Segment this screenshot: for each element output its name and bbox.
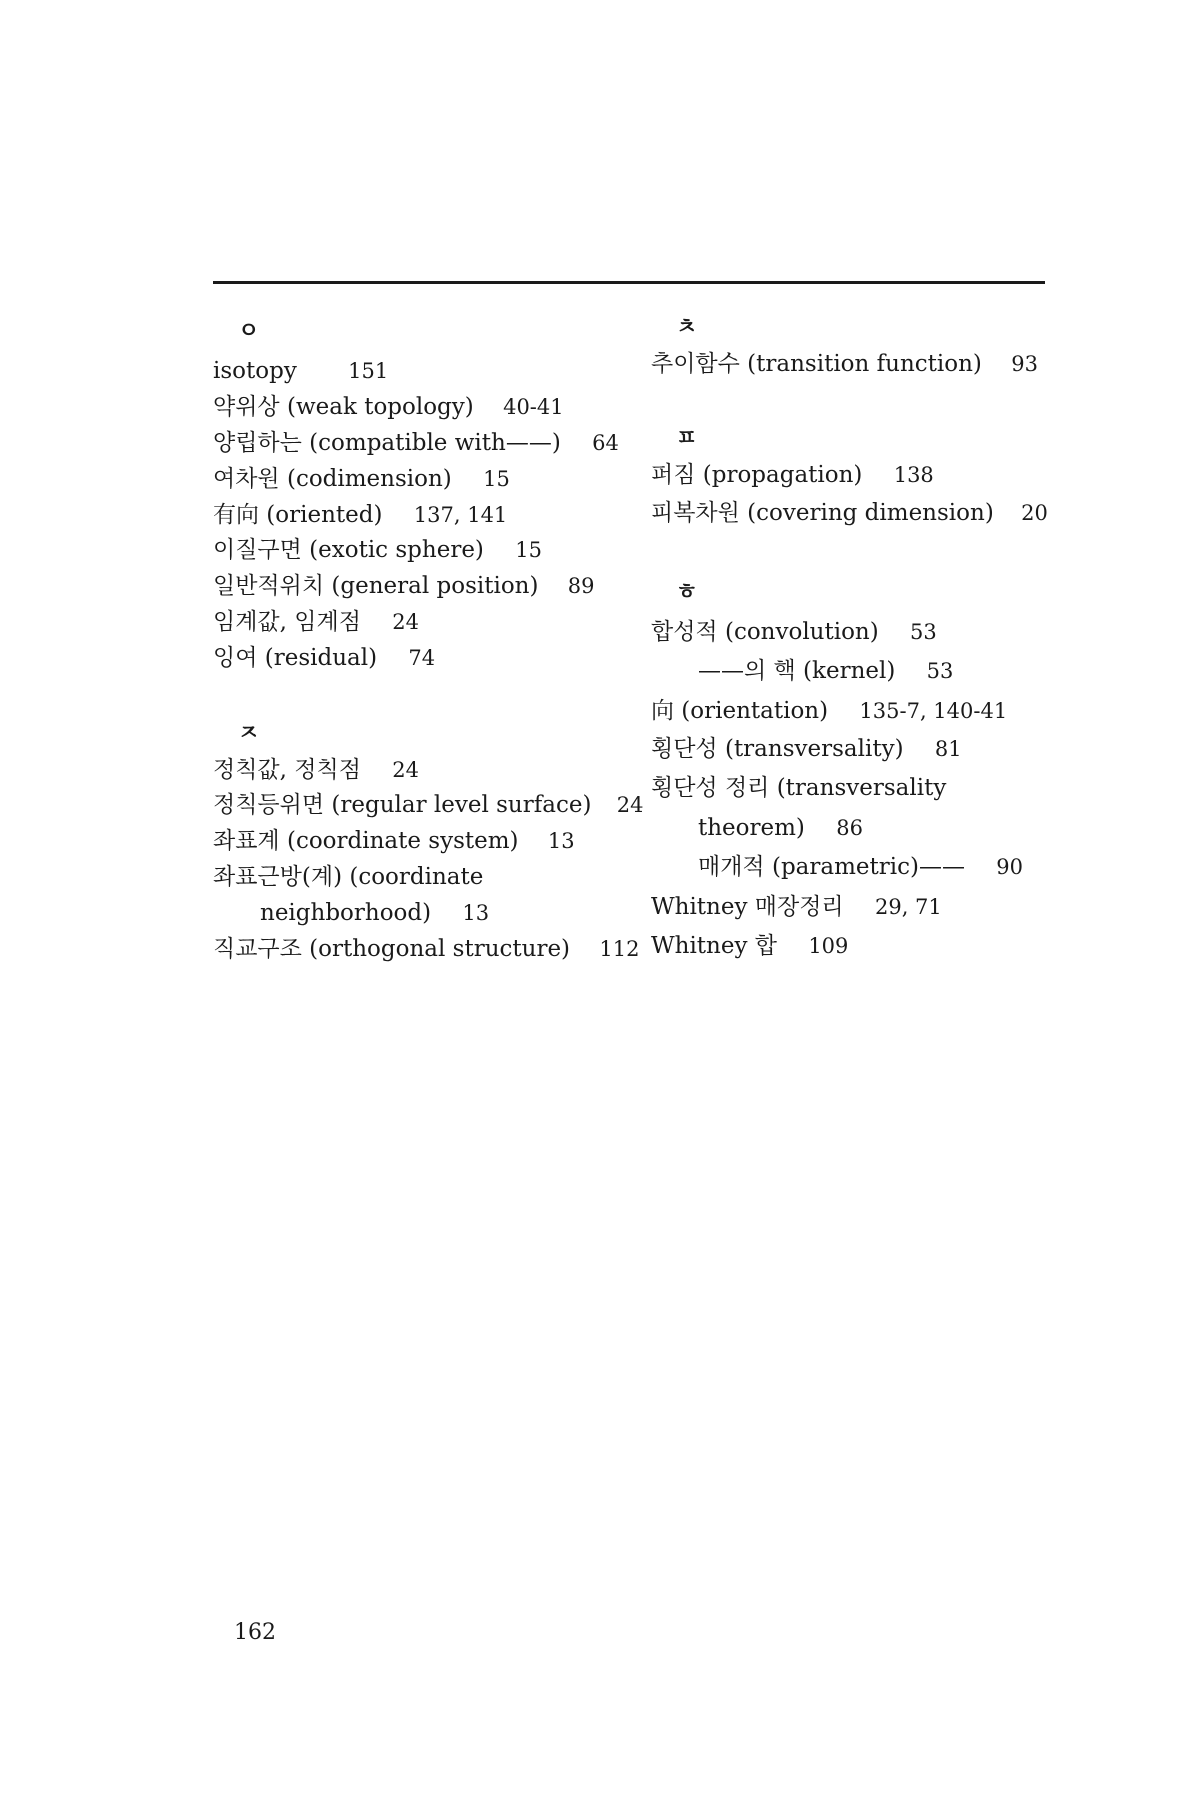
entry-pages: 64	[592, 431, 619, 455]
entry-pages: 24	[392, 758, 419, 782]
entry-term: 정칙값, 정칙점	[213, 757, 361, 783]
page-number: 162	[234, 1620, 276, 1645]
entry-term: 퍼짐 (propagation)	[651, 462, 863, 488]
index-entry	[651, 499, 1048, 527]
entry-pages: 93	[1011, 352, 1038, 376]
entry-pages: 137, 141	[413, 503, 508, 527]
entry-term: ——의 핵 (kernel)	[698, 658, 896, 684]
entry-pages: 112	[599, 937, 640, 961]
entry-pages: 53	[910, 620, 937, 644]
entry-term: 일반적위치 (general position)	[213, 573, 539, 599]
entry-pages: 90	[996, 855, 1023, 879]
entry-term: 여차원 (codimension)	[213, 466, 452, 492]
section-heading: ㅊ	[676, 315, 698, 340]
entry-term: neighborhood)	[260, 900, 432, 926]
section-heading: ㅍ	[676, 426, 698, 451]
index-entry	[651, 893, 942, 921]
index-entry	[651, 461, 934, 489]
entry-term: 매개적 (parametric)——	[698, 854, 965, 880]
entry-pages: 24	[616, 793, 644, 817]
entry-term: 有向 (oriented)	[213, 502, 383, 528]
entry-term: Whitney 매장정리	[651, 894, 844, 920]
entry-pages: 40-41	[503, 395, 564, 419]
entry-pages: 74	[408, 646, 436, 670]
entry-term: 약위상 (weak topology)	[213, 394, 474, 420]
entry-term: 잉여 (residual)	[213, 645, 378, 671]
entry-pages: 53	[926, 659, 954, 683]
entry-term: 합성적 (convolution)	[651, 619, 879, 645]
index-entry-continuation	[698, 814, 863, 842]
index-entry-sub	[698, 853, 1023, 881]
entry-pages: 13	[547, 829, 575, 853]
entry-term: 추이함수 (transition function)	[651, 351, 982, 377]
entry-term: 좌표근방(계) (coordinate	[213, 864, 484, 890]
index-entry	[651, 774, 946, 802]
section-heading: ㅎ	[676, 580, 698, 605]
entry-term: 좌표계 (coordinate system)	[213, 828, 519, 854]
entry-pages: 13	[462, 901, 490, 925]
entry-pages: 29, 71	[874, 895, 942, 919]
entry-term: theorem)	[698, 815, 805, 841]
entry-pages: 24	[392, 610, 419, 634]
entry-term: 직교구조 (orthogonal structure)	[213, 936, 571, 962]
index-entry	[651, 618, 937, 646]
index-entry-sub	[698, 657, 953, 685]
entry-pages: 81	[934, 737, 962, 761]
entry-term: 이질구면 (exotic sphere)	[213, 537, 484, 563]
entry-term: 피복차원 (covering dimension)	[651, 500, 994, 526]
entry-pages: 15	[515, 538, 542, 562]
index-entry	[651, 350, 1038, 378]
entry-term: 임계값, 임계점	[213, 609, 361, 635]
section-heading: ㅇ	[238, 319, 260, 344]
section-heading: ㅈ	[238, 721, 260, 746]
entry-term: isotopy	[213, 358, 297, 384]
entry-pages: 151	[348, 359, 389, 383]
entry-term: Whitney 합	[651, 933, 777, 959]
entry-pages: 20	[1021, 501, 1048, 525]
entry-term: 횡단성 (transversality)	[651, 736, 904, 762]
index-entry	[651, 697, 1007, 725]
index-entry	[651, 735, 962, 763]
entry-pages: 15	[483, 467, 510, 491]
entry-term: 횡단성 정리 (transversality	[651, 775, 947, 801]
entry-pages: 138	[893, 463, 934, 487]
entry-term: 양립하는 (compatible with——)	[213, 430, 561, 456]
entry-pages: 89	[567, 574, 595, 598]
entry-pages: 135-7, 140-41	[859, 699, 1008, 723]
entry-term: 向 (orientation)	[651, 698, 829, 724]
index-entry	[651, 932, 848, 960]
entry-pages: 86	[836, 816, 863, 840]
entry-pages: 109	[808, 934, 849, 958]
entry-term: 정칙등위면 (regular level surface)	[213, 792, 592, 818]
